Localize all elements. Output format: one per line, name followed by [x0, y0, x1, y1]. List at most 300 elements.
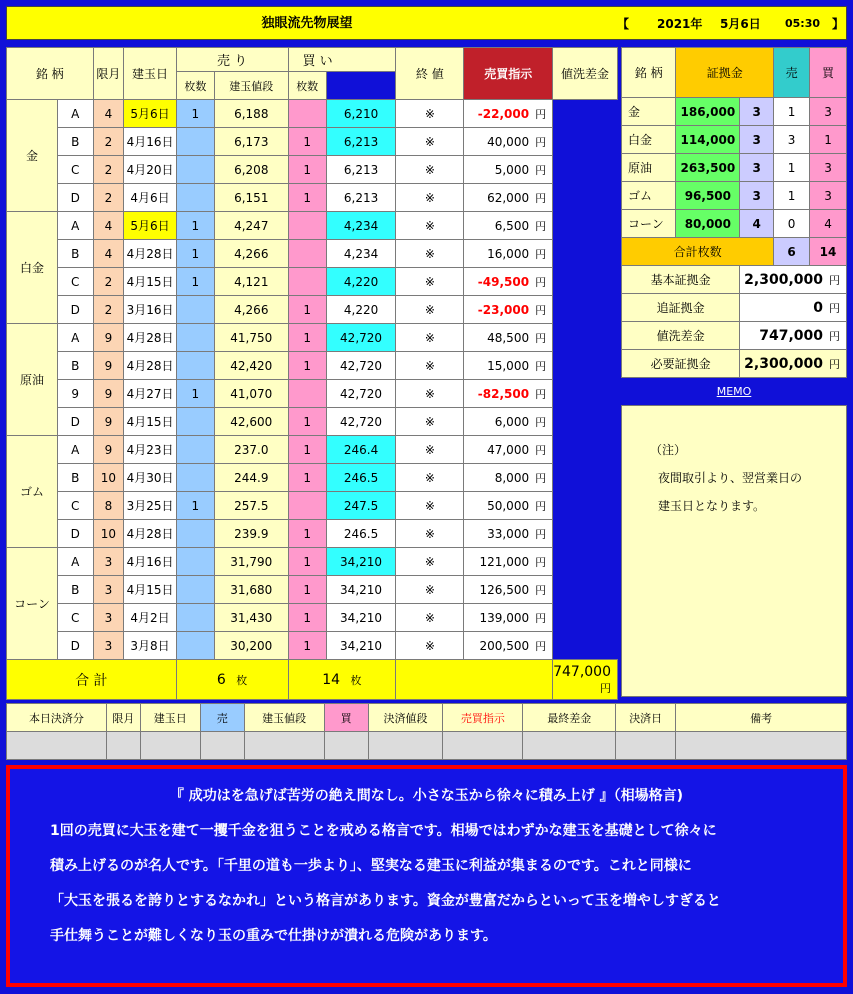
- table-row: [7, 156, 618, 184]
- sell-count: [176, 520, 214, 548]
- diff-value: -23,000 円: [464, 296, 553, 324]
- bracket-open: 【: [617, 17, 630, 31]
- settlement-empty-cell: [616, 732, 676, 760]
- contract-code: D: [57, 408, 93, 436]
- order-mark: ※: [396, 296, 464, 324]
- summary-row: [622, 266, 847, 294]
- settlement-header: 決済日: [616, 704, 676, 732]
- brand-name: コーン: [7, 548, 58, 660]
- entry-price: 41,070: [215, 380, 288, 408]
- sell-count: [176, 464, 214, 492]
- margin-buy: 3: [810, 154, 847, 182]
- contract-code: A: [57, 212, 93, 240]
- entry-price: 41,750: [215, 324, 288, 352]
- contract-code: B: [57, 128, 93, 156]
- table-row: [7, 380, 618, 408]
- entry-date: 4月6日: [124, 184, 176, 212]
- settlement-header: 建玉日: [140, 704, 200, 732]
- order-mark: ※: [396, 492, 464, 520]
- header-brand: 銘 柄: [7, 48, 94, 100]
- table-row: [7, 296, 618, 324]
- close-price: 42,720: [326, 352, 395, 380]
- table-row: [7, 464, 618, 492]
- margin-value: 114,000: [676, 126, 740, 154]
- total-sell: 6 枚: [176, 660, 288, 700]
- order-mark: ※: [396, 268, 464, 296]
- buy-count: 1: [288, 576, 326, 604]
- entry-date: 4月23日: [124, 436, 176, 464]
- close-price: 42,720: [326, 408, 395, 436]
- buy-count: 1: [288, 296, 326, 324]
- margin-sell: 0: [774, 210, 810, 238]
- buy-count: [288, 380, 326, 408]
- contract-month: 2: [93, 184, 124, 212]
- entry-date: 3月8日: [124, 632, 176, 660]
- margin-brand: ゴム: [622, 182, 676, 210]
- total-count-sell: 6: [774, 238, 810, 266]
- buy-count: 1: [288, 604, 326, 632]
- brand-name: 金: [7, 100, 58, 212]
- entry-price: 6,188: [215, 100, 288, 128]
- contract-month: 10: [93, 464, 124, 492]
- margin-brand: 原油: [622, 154, 676, 182]
- buy-count: [288, 240, 326, 268]
- margin-sell: 1: [774, 154, 810, 182]
- margin-value: 96,500: [676, 182, 740, 210]
- close-price: 34,210: [326, 576, 395, 604]
- buy-count: 1: [288, 352, 326, 380]
- contract-code: C: [57, 268, 93, 296]
- margin-sell: 1: [774, 98, 810, 126]
- sell-count: [176, 436, 214, 464]
- contract-month: 9: [93, 436, 124, 464]
- close-price: 4,234: [326, 240, 395, 268]
- order-mark: ※: [396, 352, 464, 380]
- entry-price: 237.0: [215, 436, 288, 464]
- proverb-line: 積み上げるのが名人です。「千里の道も一歩より」、堅実なる建玉に利益が集まるのです。これと同様に: [50, 858, 692, 874]
- proverb-line: 1回の売買に大玉を建て一攫千金を狙うことを戒める格言です。相場ではわずかな建玉を基礎として徐々に: [50, 823, 717, 839]
- settlement-header: 限月: [106, 704, 140, 732]
- entry-price: 31,680: [215, 576, 288, 604]
- contract-code: B: [57, 352, 93, 380]
- settlement-header: 売: [200, 704, 244, 732]
- close-price: 42,720: [326, 324, 395, 352]
- buy-count: 1: [288, 520, 326, 548]
- contract-month: 2: [93, 268, 124, 296]
- margin-value: 263,500: [676, 154, 740, 182]
- contract-code: A: [57, 100, 93, 128]
- settlement-empty-cell: [523, 732, 616, 760]
- margin-table: [621, 47, 847, 378]
- margin-header-sell: 売: [774, 48, 810, 98]
- order-mark: ※: [396, 380, 464, 408]
- contract-code: D: [57, 296, 93, 324]
- header-buy-count: 枚数: [288, 72, 326, 100]
- entry-date: 4月2日: [124, 604, 176, 632]
- sell-count: [176, 296, 214, 324]
- table-row: [7, 548, 618, 576]
- sell-count: [176, 352, 214, 380]
- entry-price: 4,266: [215, 296, 288, 324]
- proverb-line: 手仕舞うことが難しくなり玉の重みで仕掛けが潰れる危険があります。: [50, 928, 497, 944]
- contract-code: A: [57, 436, 93, 464]
- contract-month: 3: [93, 576, 124, 604]
- contract-month: 9: [93, 380, 124, 408]
- brand-name: ゴム: [7, 436, 58, 548]
- diff-value: 16,000 円: [464, 240, 553, 268]
- entry-price: 42,600: [215, 408, 288, 436]
- diff-value: 50,000 円: [464, 492, 553, 520]
- order-mark: ※: [396, 408, 464, 436]
- settlement-empty-cell: [676, 732, 847, 760]
- margin-rate: 3: [740, 126, 774, 154]
- buy-count: [288, 100, 326, 128]
- settlement-header: 最終差金: [523, 704, 616, 732]
- settlement-header: 備考: [676, 704, 847, 732]
- margin-buy: 3: [810, 98, 847, 126]
- margin-row: [622, 126, 847, 154]
- diff-value: 47,000 円: [464, 436, 553, 464]
- entry-price: 257.5: [215, 492, 288, 520]
- table-row: [7, 520, 618, 548]
- table-row: [7, 184, 618, 212]
- order-mark: ※: [396, 436, 464, 464]
- header-close: 終 値: [396, 48, 464, 100]
- close-price: 42,720: [326, 380, 395, 408]
- contract-month: 3: [93, 548, 124, 576]
- proverb-line: 「大玉を張るを誇りとするなかれ」という格言があります。資金が豊富だからといって玉を増やしすぎると: [50, 893, 721, 909]
- close-price: 246.5: [326, 464, 395, 492]
- summary-row: [622, 322, 847, 350]
- close-price: 247.5: [326, 492, 395, 520]
- entry-date: 4月15日: [124, 408, 176, 436]
- entry-date: 5月6日: [124, 212, 176, 240]
- margin-buy: 4: [810, 210, 847, 238]
- entry-date: 4月15日: [124, 268, 176, 296]
- entry-price: 6,151: [215, 184, 288, 212]
- margin-rate: 3: [740, 182, 774, 210]
- order-mark: ※: [396, 520, 464, 548]
- order-mark: ※: [396, 604, 464, 632]
- margin-brand: 白金: [622, 126, 676, 154]
- margin-row: [622, 210, 847, 238]
- table-row: [7, 352, 618, 380]
- margin-header-buy: 買: [810, 48, 847, 98]
- diff-value: 200,500 円: [464, 632, 553, 660]
- margin-rate: 3: [740, 98, 774, 126]
- memo-box: [621, 405, 847, 697]
- close-price: 4,220: [326, 268, 395, 296]
- header-month: 限月: [93, 48, 124, 100]
- sell-count: [176, 548, 214, 576]
- proverb-title: 『 成功はを急げば苦労の絶え間なし。小さな玉から徐々に積み上げ 』（相場格言): [169, 788, 684, 804]
- settlement-empty-cell: [324, 732, 368, 760]
- contract-code: 9: [57, 380, 93, 408]
- sell-count: [176, 604, 214, 632]
- settlement-header: 建玉値段: [244, 704, 324, 732]
- contract-month: 2: [93, 156, 124, 184]
- contract-month: 4: [93, 212, 124, 240]
- diff-value: 6,000 円: [464, 408, 553, 436]
- margin-row: [622, 182, 847, 210]
- table-row: [7, 100, 618, 128]
- sell-count: 1: [176, 268, 214, 296]
- summary-value: 0 円: [740, 294, 847, 322]
- table-row: [7, 324, 618, 352]
- entry-date: 4月20日: [124, 156, 176, 184]
- contract-month: 9: [93, 408, 124, 436]
- table-row: [7, 436, 618, 464]
- close-price: 34,210: [326, 604, 395, 632]
- sell-count: [176, 632, 214, 660]
- positions-table: [6, 47, 618, 700]
- header-entry-price: 建玉値段: [215, 72, 288, 100]
- order-mark: ※: [396, 100, 464, 128]
- close-price: 34,210: [326, 548, 395, 576]
- buy-count: 1: [288, 408, 326, 436]
- entry-date: 5月6日: [124, 100, 176, 128]
- buy-count: [288, 212, 326, 240]
- table-row: [7, 212, 618, 240]
- summary-label: 基本証拠金: [622, 266, 740, 294]
- title-bar: [6, 6, 847, 40]
- contract-code: B: [57, 576, 93, 604]
- summary-label: 必要証拠金: [622, 350, 740, 378]
- entry-price: 6,208: [215, 156, 288, 184]
- total-count-buy: 14: [810, 238, 847, 266]
- entry-date: 3月16日: [124, 296, 176, 324]
- proverb-box: [6, 765, 847, 987]
- contract-month: 9: [93, 352, 124, 380]
- sell-count: [176, 576, 214, 604]
- order-mark: ※: [396, 576, 464, 604]
- settlement-empty-cell: [7, 732, 107, 760]
- entry-date: 4月28日: [124, 240, 176, 268]
- contract-month: 2: [93, 128, 124, 156]
- date-year: 2021年: [657, 17, 703, 31]
- contract-code: A: [57, 324, 93, 352]
- order-mark: ※: [396, 212, 464, 240]
- diff-value: 48,500 円: [464, 324, 553, 352]
- summary-value: 747,000 円: [740, 322, 847, 350]
- close-price: 34,210: [326, 632, 395, 660]
- table-row: [7, 268, 618, 296]
- contract-code: D: [57, 520, 93, 548]
- total-count-label: 合計枚数: [622, 238, 774, 266]
- order-mark: ※: [396, 156, 464, 184]
- buy-count: 1: [288, 464, 326, 492]
- entry-date: 4月30日: [124, 464, 176, 492]
- settlement-header: 決済値段: [368, 704, 443, 732]
- diff-value: -49,500 円: [464, 268, 553, 296]
- diff-value: -22,000 円: [464, 100, 553, 128]
- order-mark: ※: [396, 548, 464, 576]
- total-buy: 14 枚: [288, 660, 396, 700]
- time-display: 05:30: [785, 17, 821, 30]
- table-row: [7, 408, 618, 436]
- diff-value: 62,000 円: [464, 184, 553, 212]
- header-diff: 値洗差金: [553, 48, 618, 100]
- close-price: 6,210: [326, 100, 395, 128]
- summary-label: 値洗差金: [622, 322, 740, 350]
- contract-month: 4: [93, 100, 124, 128]
- entry-date: 4月16日: [124, 548, 176, 576]
- close-price: 246.5: [326, 520, 395, 548]
- margin-header-margin: 証拠金: [676, 48, 774, 98]
- settlement-header: 買: [324, 704, 368, 732]
- summary-value: 2,300,000 円: [740, 266, 847, 294]
- diff-value: 126,500 円: [464, 576, 553, 604]
- summary-label: 追証拠金: [622, 294, 740, 322]
- buy-count: [288, 268, 326, 296]
- order-mark: ※: [396, 184, 464, 212]
- order-mark: ※: [396, 324, 464, 352]
- diff-value: 40,000 円: [464, 128, 553, 156]
- sell-count: [176, 156, 214, 184]
- contract-month: 2: [93, 296, 124, 324]
- settlement-empty-cell: [106, 732, 140, 760]
- buy-count: 1: [288, 548, 326, 576]
- total-label: 合 計: [7, 660, 177, 700]
- entry-price: 6,173: [215, 128, 288, 156]
- margin-sell: 3: [774, 126, 810, 154]
- diff-value: 33,000 円: [464, 520, 553, 548]
- entry-date: 4月27日: [124, 380, 176, 408]
- entry-date: 4月28日: [124, 324, 176, 352]
- date-day: 5月6日: [720, 17, 761, 31]
- entry-date: 4月28日: [124, 352, 176, 380]
- buy-count: 1: [288, 128, 326, 156]
- entry-price: 31,430: [215, 604, 288, 632]
- buy-count: 1: [288, 436, 326, 464]
- margin-rate: 3: [740, 154, 774, 182]
- summary-row: [622, 294, 847, 322]
- bracket-close: 】: [832, 17, 845, 31]
- total-diff: 747,000円: [553, 660, 618, 700]
- sell-count: [176, 408, 214, 436]
- diff-value: 121,000 円: [464, 548, 553, 576]
- settlement-table: [6, 703, 847, 760]
- table-row: [7, 576, 618, 604]
- diff-value: 139,000 円: [464, 604, 553, 632]
- entry-date: 4月28日: [124, 520, 176, 548]
- sell-count: [176, 324, 214, 352]
- sell-count: 1: [176, 100, 214, 128]
- margin-header-brand: 銘 柄: [622, 48, 676, 98]
- buy-count: 1: [288, 632, 326, 660]
- table-row: [7, 128, 618, 156]
- close-price: 6,213: [326, 156, 395, 184]
- summary-row: [622, 350, 847, 378]
- entry-date: 4月16日: [124, 128, 176, 156]
- contract-month: 4: [93, 240, 124, 268]
- sell-count: [176, 128, 214, 156]
- contract-code: D: [57, 184, 93, 212]
- contract-code: A: [57, 548, 93, 576]
- settlement-header: 売買指示: [443, 704, 523, 732]
- margin-value: 186,000: [676, 98, 740, 126]
- header-entry-date: 建玉日: [124, 48, 176, 100]
- diff-value: 6,500 円: [464, 212, 553, 240]
- margin-brand: コーン: [622, 210, 676, 238]
- entry-price: 42,420: [215, 352, 288, 380]
- header-order: 売買指示: [464, 48, 553, 100]
- buy-count: 1: [288, 184, 326, 212]
- close-price: 4,234: [326, 212, 395, 240]
- diff-value: 15,000 円: [464, 352, 553, 380]
- margin-brand: 金: [622, 98, 676, 126]
- settlement-empty-cell: [200, 732, 244, 760]
- settlement-empty-cell: [443, 732, 523, 760]
- table-row: [7, 632, 618, 660]
- contract-month: 3: [93, 632, 124, 660]
- memo-line: （注）: [650, 443, 687, 457]
- contract-month: 8: [93, 492, 124, 520]
- margin-buy: 3: [810, 182, 847, 210]
- margin-value: 80,000: [676, 210, 740, 238]
- close-price: 4,220: [326, 296, 395, 324]
- contract-code: C: [57, 604, 93, 632]
- buy-count: [288, 492, 326, 520]
- contract-month: 9: [93, 324, 124, 352]
- header-sell: 売 り: [176, 48, 288, 72]
- memo-link[interactable]: MEMO: [716, 385, 752, 398]
- contract-month: 10: [93, 520, 124, 548]
- close-price: 246.4: [326, 436, 395, 464]
- table-row: [7, 492, 618, 520]
- order-mark: ※: [396, 128, 464, 156]
- table-row: [7, 240, 618, 268]
- entry-price: 244.9: [215, 464, 288, 492]
- page-title: 独眼流先物展望: [261, 16, 353, 31]
- memo-line: 建玉日となります。: [658, 499, 766, 513]
- sell-count: 1: [176, 240, 214, 268]
- header-sell-count: 枚数: [176, 72, 214, 100]
- header-buy: 買 い: [288, 48, 396, 72]
- entry-price: 4,266: [215, 240, 288, 268]
- close-price: 6,213: [326, 184, 395, 212]
- contract-code: C: [57, 156, 93, 184]
- margin-buy: 1: [810, 126, 847, 154]
- entry-price: 239.9: [215, 520, 288, 548]
- margin-rate: 4: [740, 210, 774, 238]
- buy-count: 1: [288, 324, 326, 352]
- entry-price: 4,121: [215, 268, 288, 296]
- summary-value: 2,300,000 円: [740, 350, 847, 378]
- entry-date: 3月25日: [124, 492, 176, 520]
- entry-date: 4月15日: [124, 576, 176, 604]
- sell-count: [176, 184, 214, 212]
- entry-price: 30,200: [215, 632, 288, 660]
- settlement-empty-cell: [244, 732, 324, 760]
- settlement-header: 本日決済分: [7, 704, 107, 732]
- table-row: [7, 604, 618, 632]
- diff-value: 8,000 円: [464, 464, 553, 492]
- contract-month: 3: [93, 604, 124, 632]
- contract-code: C: [57, 492, 93, 520]
- brand-name: 白金: [7, 212, 58, 324]
- order-mark: ※: [396, 632, 464, 660]
- entry-price: 4,247: [215, 212, 288, 240]
- sell-count: 1: [176, 380, 214, 408]
- contract-code: B: [57, 464, 93, 492]
- margin-row: [622, 154, 847, 182]
- contract-code: B: [57, 240, 93, 268]
- datetime-display: [617, 7, 847, 41]
- sell-count: 1: [176, 492, 214, 520]
- margin-sell: 1: [774, 182, 810, 210]
- contract-code: D: [57, 632, 93, 660]
